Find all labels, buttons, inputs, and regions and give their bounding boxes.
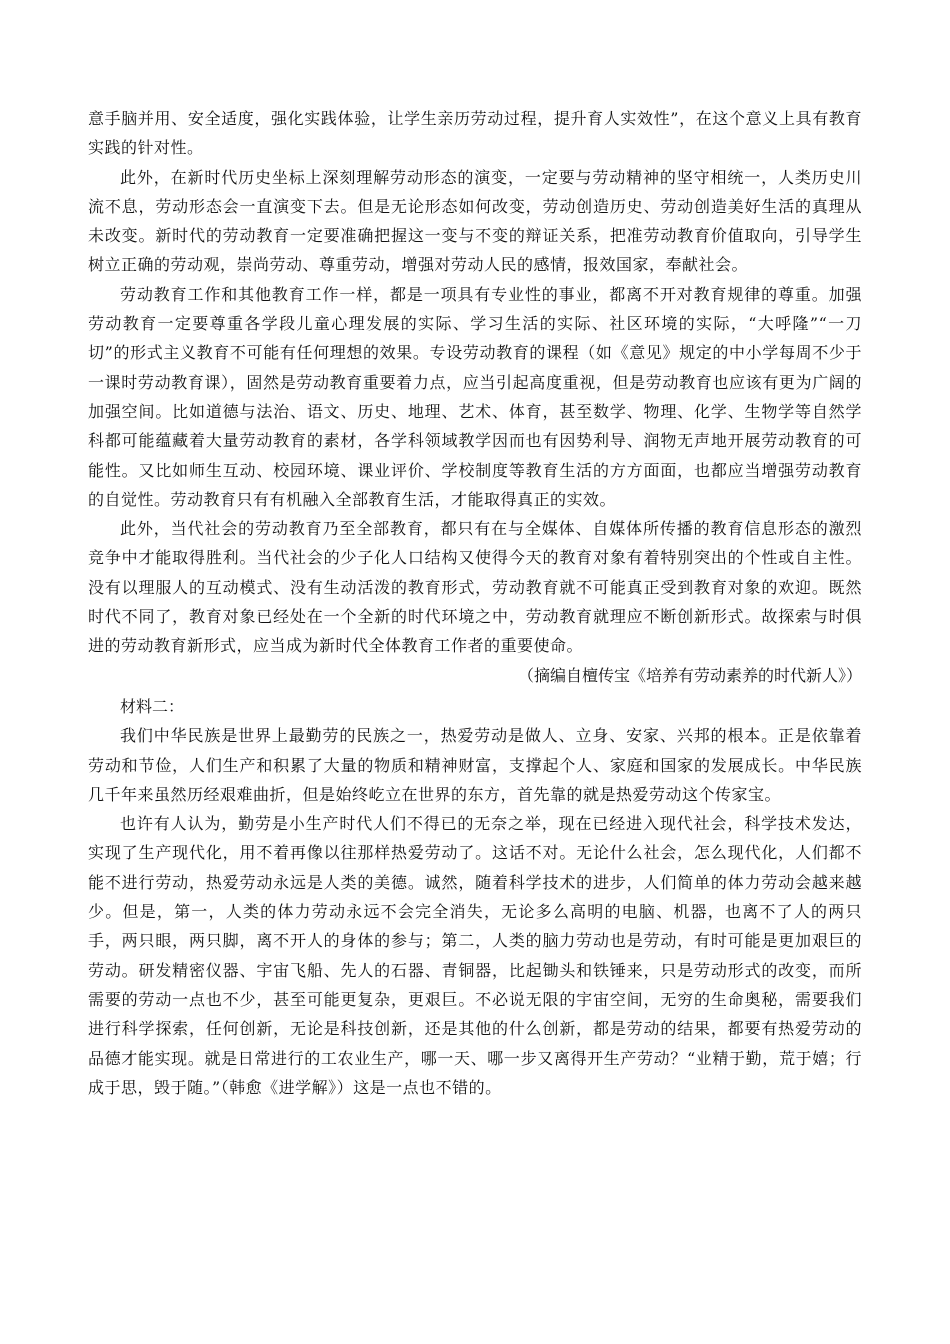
paragraph-labor-virtue: 也许有人认为，勤劳是小生产时代人们不得已的无奈之举，现在已经进入现代社会，科学技术发达，实现了生产现代化，用不着再像以往那样热爱劳动了。这话不对。无论什么社会，怎么现代化，人们都不能不进行劳动，热爱劳动永远是人类的美德。诚然，随着科学技术的进步，人们简单的体力劳动会越来越少。但是，第一，人类的体力劳动永远不会完全消失，无论多么高明的电脑、机器，也离不了人的两只手，两只眼，两只脚，离不开人的身体的参与；第二，人类的脑力劳动也是劳动，有时可能是更加艰巨的劳动。研发精密仪器、宇宙飞船、先人的石器、青铜器，比起锄头和铁锤来，只是劳动形式的改变，而所需要的劳动一点也不少，甚至可能更复杂，更艰巨。不必说无限的宇宙空间，无穷的生命奥秘，需要我们进行科学探索，任何创新，无论是科技创新，还是其他的什么创新，都是劳动的结果，都要有热爱劳动的品德才能实现。就是日常进行的工农业生产，哪一天、哪一步又离得开生产劳动？“业精于勤，荒于嬉；行成于思，毁于随。”（韩愈《进学解》）这是一点也不错的。 <box>88 814 862 1097</box>
paragraph-continued: 意手脑并用、安全适度，强化实践体验，让学生亲历劳动过程，提升育人实效性”，在这个意义上具有教育实践的针对性。 <box>88 109 862 158</box>
document-page <box>88 104 862 1102</box>
source-citation: （摘编自檀传宝《培养有劳动素养的时代新人》） <box>517 665 862 685</box>
paragraph-labor-form-evolution: 此外，在新时代历史坐标上深刻理解劳动形态的演变，一定要与劳动精神的坚守相统一，人类历史川流不息，劳动形态会一直演变下去。但是无论形态如何改变，劳动创造历史、劳动创造美好生活的真理从未改变。新时代的劳动教育一定要准确把握这一变与不变的辩证关系，把准劳动教育价值取向，引导学生树立正确的劳动观，崇尚劳动、尊重劳动，增强对劳动人民的感情，报效国家，奉献社会。 <box>88 167 862 275</box>
paragraph-industrious-nation: 我们中华民族是世界上最勤劳的民族之一，热爱劳动是做人、立身、安家、兴邦的根本。正是依靠着劳动和节俭，人们生产和积累了大量的物质和精神财富，支撑起个人、家庭和国家的发展成长。中华民族几千年来虽然历经艰难曲折，但是始终屹立在世界的东方，首先靠的就是热爱劳动这个传家宝。 <box>88 726 862 804</box>
material-two-heading: 材料二： <box>120 696 185 716</box>
paragraph-education-rules: 劳动教育工作和其他教育工作一样，都是一项具有专业性的事业，都离不开对教育规律的尊重。加强劳动教育一定要尊重各学段儿童心理发展的实际、学习生活的实际、社区环境的实际，“大呼隆”“一刀切”的形式主义教育不可能有任何理想的效果。专设劳动教育的课程（如《意见》规定的中小学每周不少于一课时劳动教育课），固然是劳动教育重要着力点，应当引起高度重视，但是劳动教育也应该有更为广阔的加强空间。比如道德与法治、语文、历史、地理、艺术、体育，甚至数学、物理、化学、生物学等自然学科都可能蕴藏着大量劳动教育的素材，各学科领域教学因而也有因势利导、润物无声地开展劳动教育的可能性。又比如师生互动、校园环境、课业评价、学校制度等教育生活的方方面面，也都应当增强劳动教育的自觉性。劳动教育只有有机融入全部教育生活，才能取得真正的实效。 <box>88 284 862 509</box>
paragraph-new-forms: 此外，当代社会的劳动教育乃至全部教育，都只有在与全媒体、自媒体所传播的教育信息形态的激烈竞争中才能取得胜利。当代社会的少子化人口结构又使得今天的教育对象有着特别突出的个性或自主性。没有以理服人的互动模式、没有生动活泼的教育形式，劳动教育就不可能真正受到教育对象的欢迎。既然时代不同了，教育对象已经处在一个全新的时代环境之中，劳动教育就理应不断创新形式。故探索与时俱进的劳动教育新形式，应当成为新时代全体教育工作者的重要使命。 <box>88 519 862 656</box>
